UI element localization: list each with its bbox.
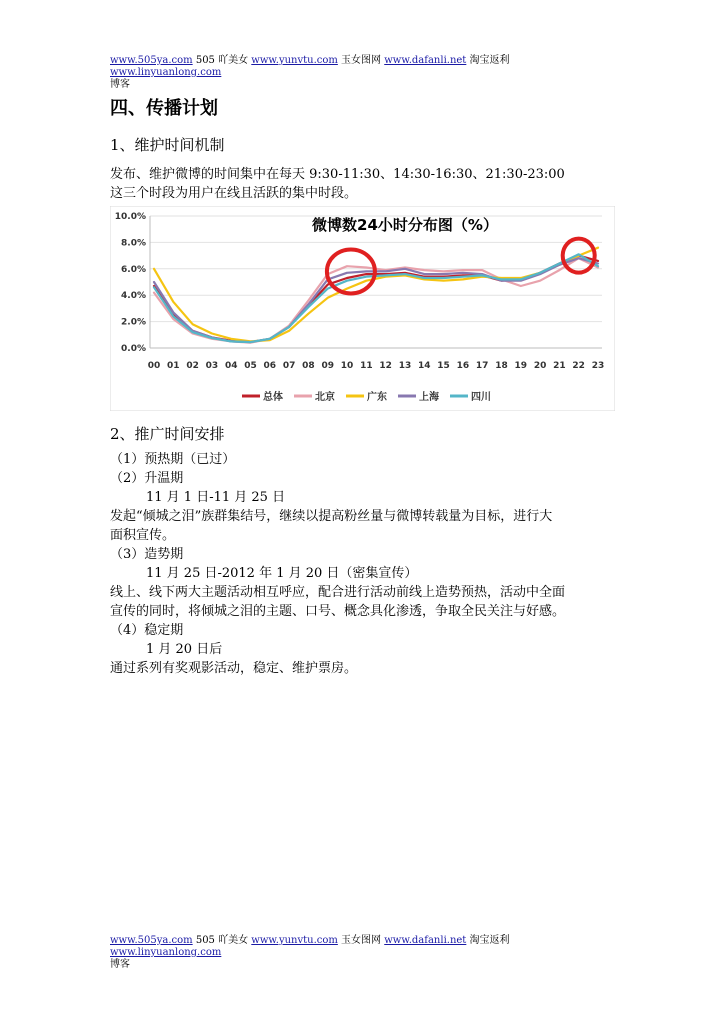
footer-link-dafanli[interactable]: www.dafanli.net [384,935,467,946]
section-title: 四、传播计划 [110,98,218,119]
x-tick-label: 14 [417,361,431,371]
y-tick-label: 0.0% [121,344,146,354]
header-text-3: 淘宝返利 [466,55,510,66]
y-tick-label: 10.0% [114,212,146,222]
y-tick-label: 8.0% [121,238,146,249]
footer-text-2: 玉女图网 [337,935,385,946]
footer-link-yunvtu[interactable]: www.yunvtu.com [251,935,338,946]
header-text-1: 505 吖美女 [192,55,252,66]
x-tick-label: 13 [398,361,412,371]
x-tick-label: 00 [147,361,161,371]
stage-4-desc: 通过系列有奖观影活动，稳定、维护票房。 [110,661,358,676]
link-dafanli[interactable]: www.dafanli.net [384,55,467,66]
stage-4-title: （4）稳定期 [110,623,184,638]
stage-3-dates: 11 月 25 日-2012 年 1 月 20 日（密集宣传） [146,566,418,581]
x-tick-label: 02 [186,361,199,371]
stage-3-desc-2: 宣传的同时，将倾城之泪的主题、口号、概念具化渗透，争取全民关注与好感。 [110,604,566,619]
y-tick-label: 4.0% [121,291,146,302]
legend-label: 四川 [471,392,491,403]
x-tick-label: 01 [167,361,180,371]
y-tick-label: 6.0% [121,264,146,275]
chart-title: 微博数24小时分布图（%） [312,216,498,234]
x-tick-label: 17 [475,361,489,371]
x-tick-label: 19 [514,361,528,371]
x-tick-label: 04 [224,361,238,371]
chart [110,206,615,411]
x-tick-label: 08 [302,361,315,371]
header-text-2: 玉女图网 [337,55,385,66]
x-tick-label: 09 [321,361,335,371]
x-tick-label: 22 [572,361,585,371]
x-tick-label: 05 [244,361,257,371]
stage-2-desc-1: 发起“倾城之泪”族群集结号，继续以提高粉丝量与微博转载量为目标，进行大 [110,509,553,524]
page-footer [110,935,620,971]
chart-frame [110,206,615,411]
x-tick-label: 20 [533,361,547,371]
stage-2-title: （2）升温期 [110,471,184,486]
y-tick-label: 2.0% [121,317,146,328]
x-tick-label: 21 [553,361,566,371]
link-linyuanlong[interactable]: www.linyuanlong.com [110,67,222,78]
stage-2-desc-2: 面积宣传。 [110,528,176,543]
link-505ya[interactable]: www.505ya.com [110,55,193,66]
paragraph-1b: 这三个时段为用户在线且活跃的集中时段。 [110,186,358,201]
x-tick-label: 03 [205,361,219,371]
x-tick-label: 23 [591,361,605,371]
stage-1-title: （1）预热期（已过） [110,452,236,467]
stage-4-dates: 1 月 20 日后 [146,642,223,657]
footer-link-linyuanlong[interactable]: www.linyuanlong.com [110,947,222,958]
x-tick-label: 16 [456,361,470,371]
footer-text-4: 博客 [110,959,130,970]
link-yunvtu[interactable]: www.yunvtu.com [251,55,338,66]
subsection-1-title: 1、维护时间机制 [110,136,225,154]
paragraph-1a: 发布、维护微博的时间集中在每天 9:30-11:30、14:30-16:30、21:30-23:00 [110,167,565,182]
footer-text-3: 淘宝返利 [466,935,510,946]
legend-label: 北京 [315,392,335,403]
x-tick-label: 12 [379,361,392,371]
page-header [110,55,620,91]
stage-3-title: （3）造势期 [110,547,184,562]
legend-label: 总体 [263,392,283,403]
footer-text-1: 505 吖美女 [192,935,252,946]
x-tick-label: 18 [495,361,508,371]
x-tick-label: 06 [263,361,277,371]
x-tick-label: 10 [340,361,354,371]
x-tick-label: 07 [282,361,296,371]
header-text-4: 博客 [110,79,130,90]
footer-link-505ya[interactable]: www.505ya.com [110,935,193,946]
stage-3-desc-1: 线上、线下两大主题活动相互呼应，配合进行活动前线上造势预热，活动中全面 [110,585,566,600]
stage-2-dates: 11 月 1 日-11 月 25 日 [146,490,286,505]
chart-svg [110,206,615,411]
legend-label: 上海 [419,392,439,403]
x-tick-label: 11 [360,361,373,371]
legend-label: 广东 [367,392,387,403]
x-tick-label: 15 [437,361,450,371]
subsection-2-title: 2、推广时间安排 [110,425,225,443]
